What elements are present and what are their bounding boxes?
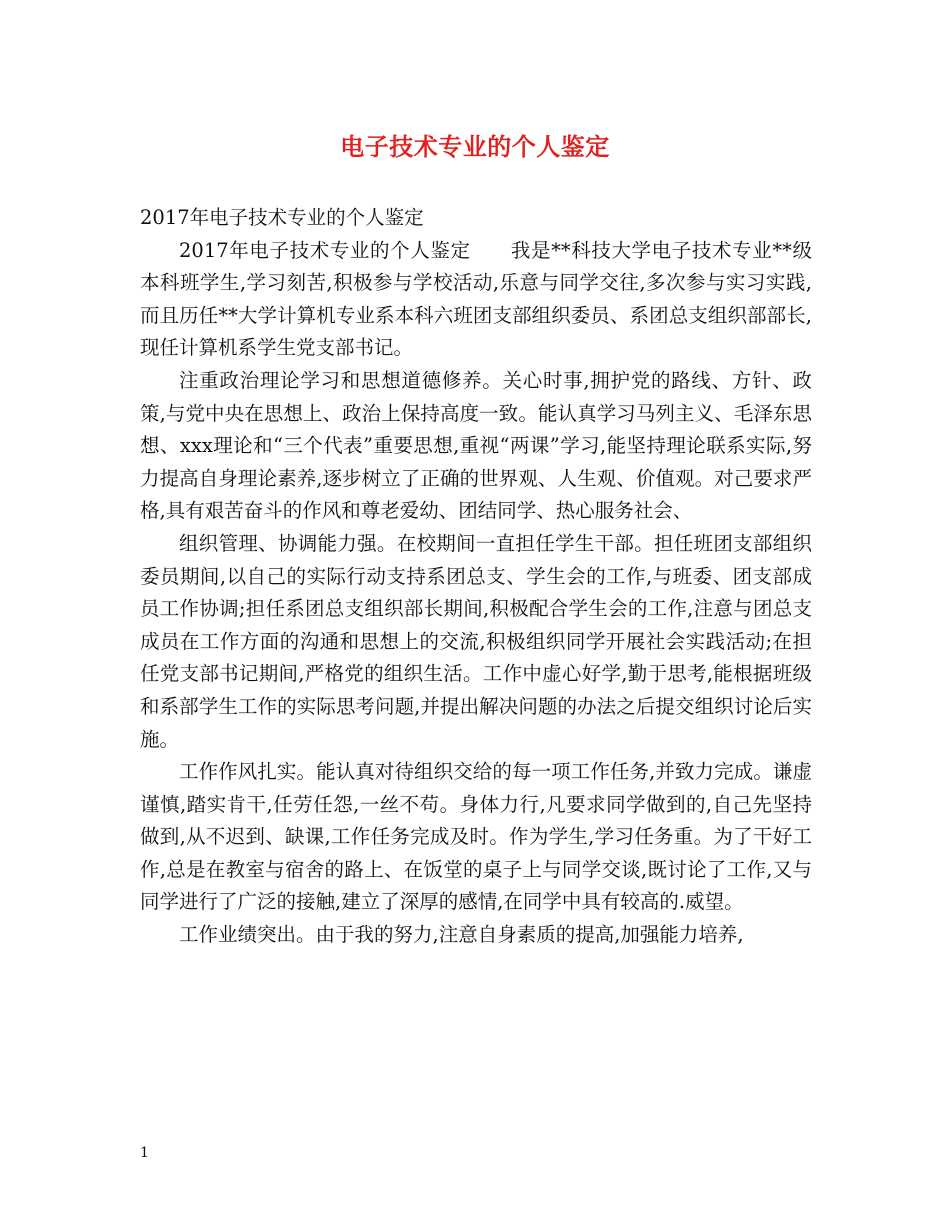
- paragraph-work-style: 工作作风扎实。能认真对待组织交给的每一项工作任务,并致力完成。谦虚谨慎,踏实肯干,任劳任怨,一丝不苟。身体力行,凡要求同学做到的,自己先坚持做到,从不迟到、缺课,工作任务完成及时。作为学生,学习任务重。为了干好工作,总是在教室与宿舍的路上、在饭堂的桌子上与同学交谈,既讨论了工作,又与同学进行了广泛的接触,建立了深厚的感情,在同学中具有较高的.威望。: [140, 760, 812, 914]
- document-body: [140, 202, 812, 952]
- page-number: 1: [140, 1145, 149, 1161]
- paragraph-intro: 2017年电子技术专业的个人鉴定 我是**科技大学电子技术专业**级本科班学生,学习刻苦,积极参与学校活动,乐意与同学交往,多次参与实习实践,而且历任**大学计算机专业系本科六班团支部组织委员、系团总支组织部部长,现任计算机系学生党支部书记。: [140, 238, 812, 360]
- paragraph-political-study: 注重政治理论学习和思想道德修养。关心时事,拥护党的路线、方针、政策,与党中央在思想上、政治上保持高度一致。能认真学习马列主义、毛泽东思想、xxx理论和“三个代表”重要思想,重视“两课”学习,能坚持理论联系实际,努力提高自身理论素养,逐步树立了正确的世界观、人生观、价值观。对己要求严格,具有艰苦奋斗的作风和尊老爱幼、团结同学、热心服务社会、: [140, 368, 812, 523]
- document-title: 电子技术专业的个人鉴定: [340, 132, 610, 161]
- paragraph-achievements: 工作业绩突出。由于我的努力,注意自身素质的提高,加强能力培养,: [179, 923, 744, 947]
- document-subtitle: 2017年电子技术专业的个人鉴定: [140, 206, 424, 229]
- paragraph-organization: 组织管理、协调能力强。在校期间一直担任学生干部。担任班团支部组织委员期间,以自己的实际行动支持系团总支、学生会的工作,与班委、团支部成员工作协调;担任系团总支组织部长期间,积极配合学生会的工作,注意与团总支成员在工作方面的沟通和思想上的交流,积极组织同学开展社会实践活动;在担任党支部书记期间,严格党的组织生活。工作中虚心好学,勤于思考,能根据班级和系部学生工作的实际思考问题,并提出解决问题的办法之后提交组织讨论后实施。: [140, 531, 812, 751]
